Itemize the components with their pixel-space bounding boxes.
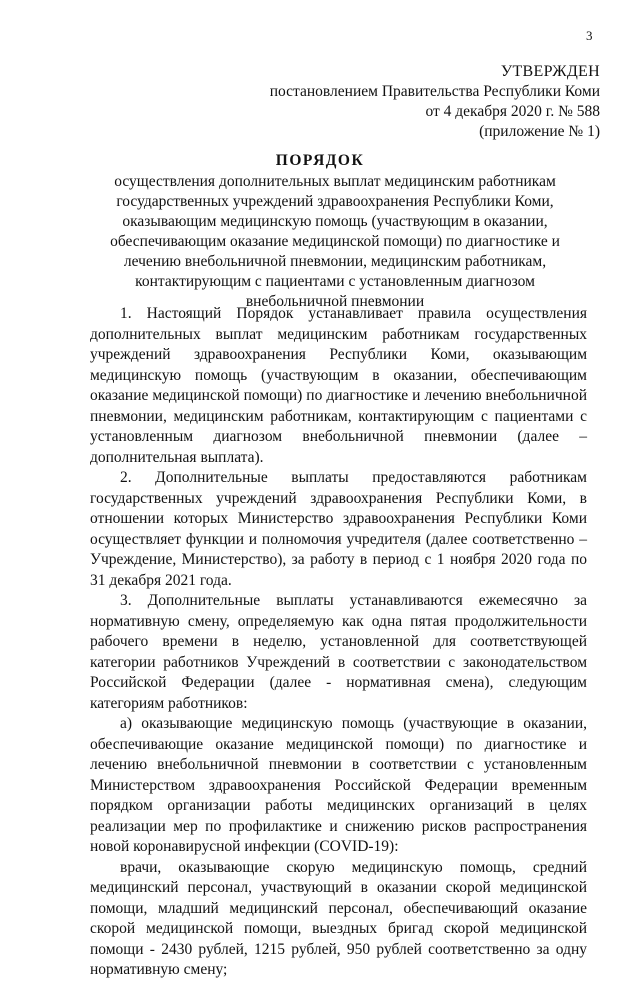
approval-heading: УТВЕРЖДЕН <box>500 63 600 80</box>
document-title: ПОРЯДОК <box>275 152 365 169</box>
approval-line-2: от 4 декабря 2020 г. № 588 <box>425 103 600 120</box>
approval-line-1: постановлением Правительства Республики Коми <box>269 83 600 100</box>
paragraph-3a: а) оказывающие медицинскую помощь (участвующие в оказании, обеспечивающие оказание медицинской помощи) по диагностике и лечению внебольничной пневмонии в соответствии с установленным Министерством здравоохранения Российской Федерации временным порядком организации работы медицинских организаций в целях реализации мер по профилактике и снижению рисков распространения новой коронавирусной инфекции (COVID-19): <box>90 715 587 855</box>
paragraph-3: 3. Дополнительные выплаты устанавливаются ежемесячно за нормативную смену, определяемую как одна пятая продолжительности рабочего времени в неделю, установленной для соответствующей категории работников Учреждений в соответствии с законодательством Российской Федерации (далее - нормативная смена), следующим категориям работников: <box>90 592 587 712</box>
page-number: 3 <box>586 28 593 43</box>
approval-line-3: (приложение № 1) <box>479 123 600 140</box>
document-subtitle: осуществления дополнительных выплат медицинским работникам государственных учреждений здравоохранения Республики Коми, оказывающим медицинскую помощь (участвующим в оказании, обеспечивающим оказание медицинской помощи) по диагностике и лечению внебольничной пневмонии, медицинским работникам, контактирующим с пациентами с установленным диагнозом внебольничной пневмонии <box>110 173 560 310</box>
paragraph-2: 2. Дополнительные выплаты предоставляются работникам государственных учреждений здравоохранения Республики Коми, в отношении которых Министерство здравоохранения Республики Коми осуществляет функции и полномочия учредителя (далее соответственно – Учреждение, Министерство), за работу в период с 1 ноября 2020 года по 31 декабря 2021 года. <box>90 469 587 589</box>
approval-block <box>270 62 600 142</box>
paragraph-1: 1. Настоящий Порядок устанавливает правила осуществления дополнительных выплат медицинским работникам государственных учреждений здравоохранения Республики Коми, оказывающим медицинскую помощь (участвующим в оказании, обеспечивающим оказание медицинской помощи) по диагностике и лечению внебольничной пневмонии, медицинским работникам, контактирующим с пациентами с установленным диагнозом внебольничной пневмонии (далее – дополнительная выплата). <box>90 305 587 466</box>
document-body <box>90 304 587 981</box>
paragraph-3a-doctors: врачи, оказывающие скорую медицинскую помощь, средний медицинский персонал, участвующий в оказании скорой медицинской помощи, младший медицинский персонал, обеспечивающий оказание скорой медицинской помощи, выездных бригад скорой медицинской помощи - 2430 рублей, 1215 рублей, 950 рублей соответственно за одну нормативную смену; <box>90 858 587 978</box>
